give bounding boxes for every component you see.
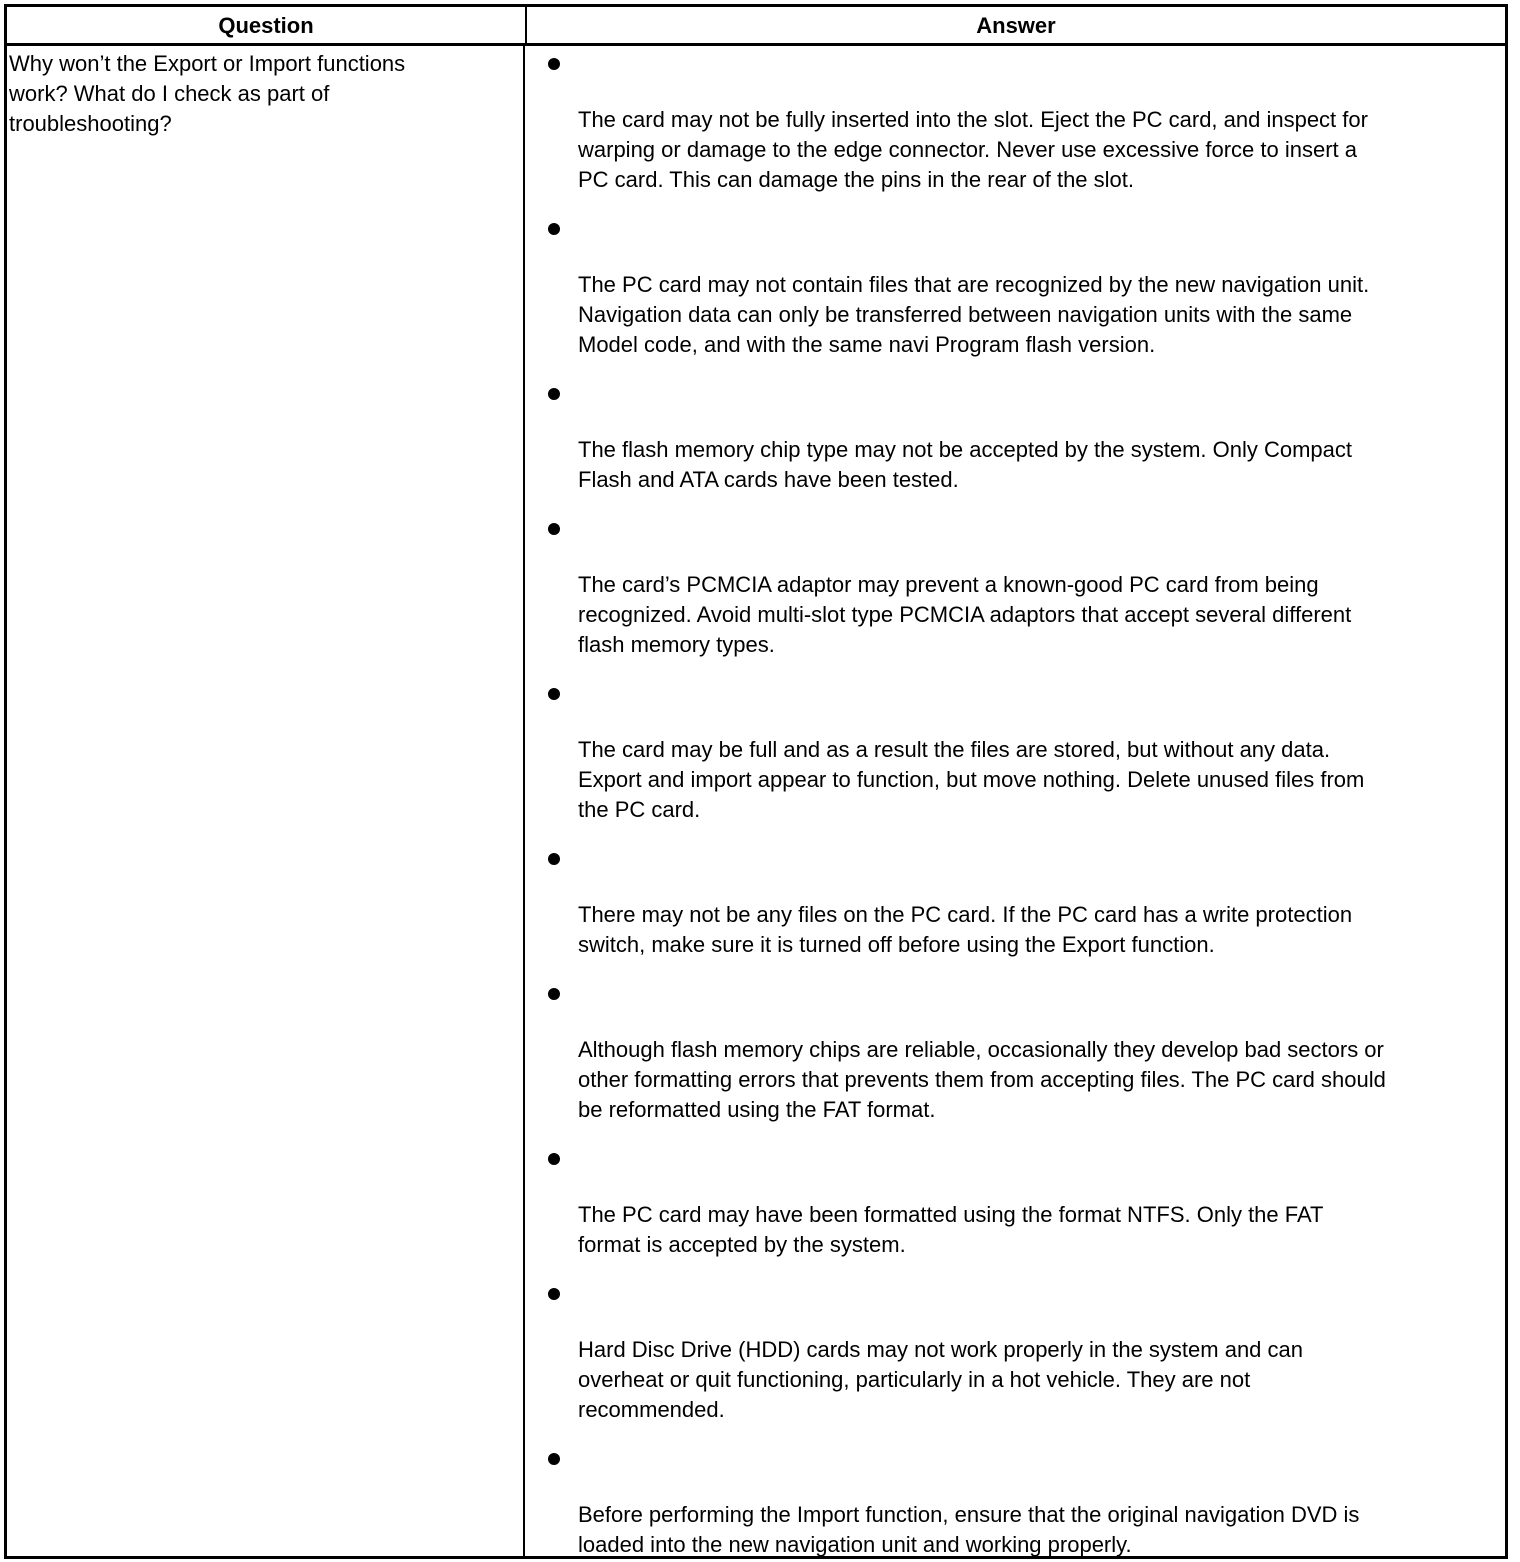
faq-table <box>4 4 1508 1559</box>
answer-text <box>527 270 1505 360</box>
answer-list-item <box>527 214 1505 360</box>
bullet-icon <box>548 1288 560 1300</box>
answer-text-line: The flash memory chip type may not be accepted by the system. Only Compact <box>578 437 1353 462</box>
question-text-line: Why won’t the Export or Import functions <box>9 51 406 76</box>
question-text-line: troubleshooting? <box>9 111 172 136</box>
answer-text-line: other formatting errors that prevents them from accepting files. The PC card should <box>578 1067 1386 1092</box>
answer-text-line: The card may be full and as a result the files are stored, but without any data. <box>578 737 1331 762</box>
answer-text-line: The card’s PCMCIA adaptor may prevent a known-good PC card from being <box>578 572 1319 597</box>
answer-list-item <box>527 979 1505 1125</box>
answer-text-line: Flash and ATA cards have been tested. <box>578 467 959 492</box>
answer-text <box>527 570 1505 660</box>
answer-text <box>527 105 1505 195</box>
bullet-icon <box>548 853 560 865</box>
bullet-icon <box>548 688 560 700</box>
answer-text-line: The PC card may not contain files that are recognized by the new navigation unit. <box>578 272 1370 297</box>
answer-text-line: flash memory types. <box>578 632 775 657</box>
bullet-icon <box>548 1453 560 1465</box>
answer-text-line: switch, make sure it is turned off before using the Export function. <box>578 932 1215 957</box>
answer-text <box>527 1035 1505 1125</box>
answer-text-line: The card may not be fully inserted into the slot. Eject the PC card, and inspect for <box>578 107 1368 132</box>
answer-text-line: be reformatted using the FAT format. <box>578 1097 936 1122</box>
answer-text-line: warping or damage to the edge connector. Never use excessive force to insert a <box>578 137 1357 162</box>
answer-list-item <box>527 1444 1505 1559</box>
table-header <box>7 7 1505 46</box>
answer-text-line: There may not be any files on the PC card. If the PC card has a write protection <box>578 902 1353 927</box>
bullet-icon <box>548 1153 560 1165</box>
answer-text-line: loaded into the new navigation unit and working properly. <box>578 1532 1132 1557</box>
answer-text-line: recommended. <box>578 1397 725 1422</box>
answer-text-line: recognized. Avoid multi-slot type PCMCIA adaptors that accept several different <box>578 602 1352 627</box>
answer-list-item <box>527 49 1505 195</box>
answer-text-line: Model code, and with the same navi Program flash version. <box>578 332 1156 357</box>
answer-text-line: format is accepted by the system. <box>578 1232 906 1257</box>
answer-text-line: Hard Disc Drive (HDD) cards may not work properly in the system and can <box>578 1337 1304 1362</box>
answer-list-item <box>527 379 1505 495</box>
question-column-header: Question <box>7 7 527 43</box>
answer-text-line: Although flash memory chips are reliable, occasionally they develop bad sectors or <box>578 1037 1384 1062</box>
answer-text <box>527 900 1505 960</box>
bullet-icon <box>548 388 560 400</box>
bullet-icon <box>548 223 560 235</box>
answer-list-item <box>527 1279 1505 1425</box>
answer-text-line: the PC card. <box>578 797 701 822</box>
answer-text-line: Export and import appear to function, but move nothing. Delete unused files from <box>578 767 1365 792</box>
bullet-icon <box>548 523 560 535</box>
answer-list-item <box>527 1144 1505 1260</box>
bullet-icon <box>548 58 560 70</box>
answer-text <box>527 735 1505 825</box>
answer-text-line: Navigation data can only be transferred between navigation units with the same <box>578 302 1353 327</box>
answer-text-line: The PC card may have been formatted using the format NTFS. Only the FAT <box>578 1202 1324 1227</box>
answer-column-header: Answer <box>976 13 1056 38</box>
bullet-icon <box>548 988 560 1000</box>
answer-list-item <box>527 844 1505 960</box>
answer-text <box>527 1500 1505 1559</box>
question-cell <box>7 46 525 1556</box>
answer-text-line: PC card. This can damage the pins in the rear of the slot. <box>578 167 1135 192</box>
answer-text <box>527 1200 1505 1260</box>
answer-text-line: Before performing the Import function, ensure that the original navigation DVD is <box>578 1502 1360 1527</box>
question-text-line: work? What do I check as part of <box>9 81 330 106</box>
answer-text <box>527 435 1505 495</box>
answer-list-item <box>527 679 1505 825</box>
answer-text-line: overheat or quit functioning, particularly in a hot vehicle. They are not <box>578 1367 1251 1392</box>
answer-list-item <box>527 514 1505 660</box>
answer-cell <box>527 46 1505 1556</box>
answer-text <box>527 1335 1505 1425</box>
